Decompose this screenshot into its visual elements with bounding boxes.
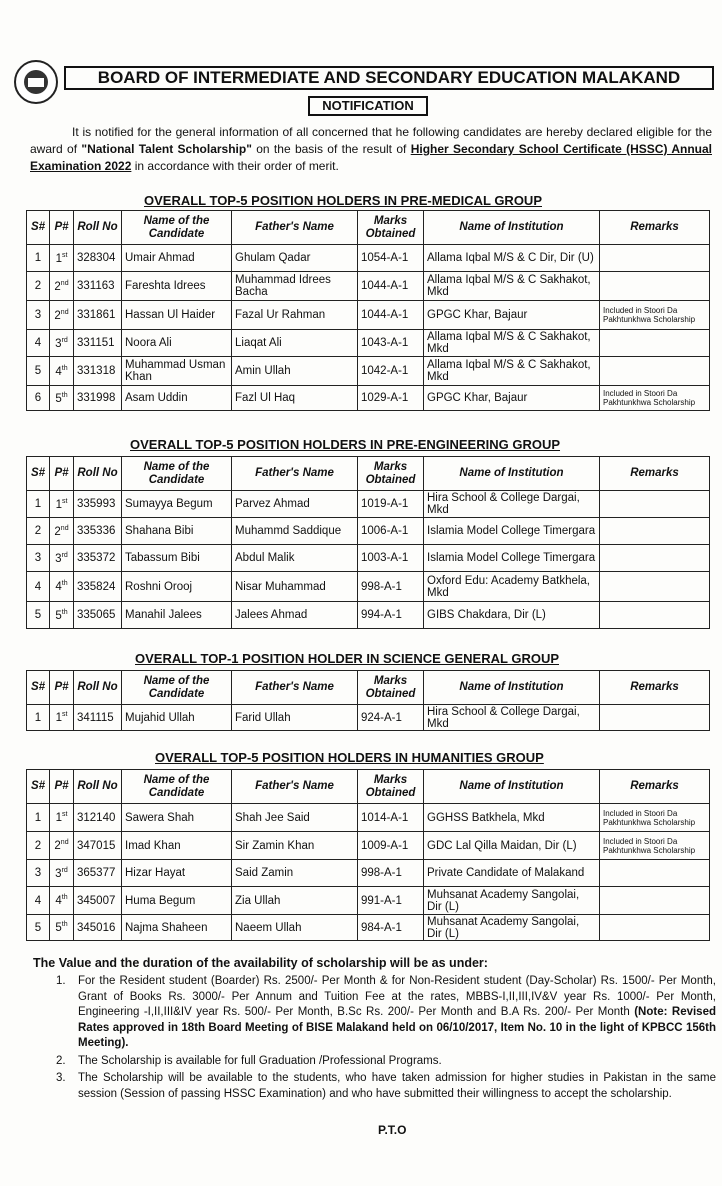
marks-cell: 1009-A-1 [358,832,424,860]
table-row [27,804,710,832]
remarks-cell [600,887,710,915]
candidate-name-cell: Fareshta Idrees [122,272,232,301]
institution-cell: Allama Iqbal M/S & C Sakhakot, Mkd [424,357,600,386]
marks-cell: 924-A-1 [358,705,424,731]
column-header-pos: P# [50,457,74,491]
candidate-name-cell: Asam Uddin [122,386,232,411]
remarks-cell [600,330,710,357]
remarks-cell: Included in Stoori Da Pakhtunkhwa Scholarship [600,386,710,411]
column-header-remarks: Remarks [600,770,710,804]
marks-cell: 994-A-1 [358,602,424,629]
column-header-father: Father's Name [232,457,358,491]
column-header-sno: S# [27,211,50,245]
column-header-inst: Name of Institution [424,457,600,491]
intro-text-2: on the basis of the result of [251,142,411,156]
remarks-cell [600,545,710,572]
institution-cell: Islamia Model College Timergara [424,518,600,545]
candidate-name-cell: Hizar Hayat [122,860,232,887]
marks-cell: 1006-A-1 [358,518,424,545]
serial-cell: 2 [27,832,50,860]
institution-cell: Private Candidate of Malakand [424,860,600,887]
column-header-name: Name of the Candidate [122,770,232,804]
roll-cell: 335336 [74,518,122,545]
candidate-name-cell: Sumayya Begum [122,491,232,518]
roll-cell: 335993 [74,491,122,518]
roll-cell: 331861 [74,301,122,330]
scholarship-points [56,974,716,1104]
roll-cell: 345016 [74,915,122,941]
column-header-father: Father's Name [232,671,358,705]
column-header-father: Father's Name [232,770,358,804]
institution-cell: Allama Iqbal M/S & C Sakhakot, Mkd [424,272,600,301]
column-header-remarks: Remarks [600,211,710,245]
father-name-cell: Ghulam Qadar [232,245,358,272]
candidate-name-cell: Tabassum Bibi [122,545,232,572]
candidate-name-cell: Noora Ali [122,330,232,357]
position-cell: 4th [50,572,74,602]
section-title: OVERALL TOP-5 POSITION HOLDERS IN PRE-ENGINEERING GROUP [130,437,561,452]
candidate-name-cell: Roshni Orooj [122,572,232,602]
position-cell: 3rd [50,330,74,357]
father-name-cell: Abdul Malik [232,545,358,572]
column-header-name: Name of the Candidate [122,457,232,491]
column-header-sno: S# [27,770,50,804]
candidate-name-cell: Najma Shaheen [122,915,232,941]
marks-cell: 1054-A-1 [358,245,424,272]
notification-heading: NOTIFICATION [308,96,428,116]
remarks-cell [600,602,710,629]
remarks-cell [600,705,710,731]
board-logo-icon [14,60,58,104]
roll-cell: 335824 [74,572,122,602]
remarks-cell [600,272,710,301]
candidate-name-cell: Mujahid Ullah [122,705,232,731]
roll-cell: 335372 [74,545,122,572]
pto-label: P.T.O [378,1123,407,1137]
remarks-cell: Included in Stoori Da Pakhtunkhwa Scholarship [600,804,710,832]
column-header-pos: P# [50,770,74,804]
position-cell: 5th [50,386,74,411]
serial-cell: 1 [27,804,50,832]
column-header-marks: Marks Obtained [358,211,424,245]
marks-cell: 984-A-1 [358,915,424,941]
candidate-name-cell: Sawera Shah [122,804,232,832]
table-row [27,602,710,629]
serial-cell: 5 [27,357,50,386]
candidate-name-cell: Imad Khan [122,832,232,860]
table-row [27,330,710,357]
section-title: OVERALL TOP-5 POSITION HOLDERS IN PRE-MEDICAL GROUP [144,193,542,208]
institution-cell: GGHSS Batkhela, Mkd [424,804,600,832]
father-name-cell: Fazal Ur Rahman [232,301,358,330]
position-cell: 1st [50,705,74,731]
roll-cell: 345007 [74,887,122,915]
roll-cell: 347015 [74,832,122,860]
column-header-inst: Name of Institution [424,770,600,804]
position-cell: 2nd [50,832,74,860]
marks-cell: 1044-A-1 [358,272,424,301]
marks-cell: 1029-A-1 [358,386,424,411]
scholarship-point: 1. For the Resident student (Boarder) Rs. 2500/- Per Month & for Non-Resident student (Day-Scholar) Rs. 1500/- Per Month, Grant of Books Rs. 3000/- Per Annum and Tuition Fee at the rates, MBBS-I,II,III,IV&V year Rs. 1000/- Per Month, Engineering -I,II,III&IV year Rs. 500/- Per Month, B.Sc Rs. 200/- Per Month and B.A Rs. 200/- Per Month (Note: Revised Rates approved in 18th Board Meeting of BISE Malakand held on 06/10/2017, Item No. 10 in the light of KPBCC 156th Meeting). [56,975,716,1049]
institution-cell: Hira School & College Dargai, Mkd [424,491,600,518]
father-name-cell: Shah Jee Said [232,804,358,832]
roll-cell: 335065 [74,602,122,629]
column-header-pos: P# [50,671,74,705]
father-name-cell: Nisar Muhammad [232,572,358,602]
section-title: OVERALL TOP-1 POSITION HOLDER IN SCIENCE GENERAL GROUP [135,651,559,666]
position-cell: 4th [50,887,74,915]
scholarship-point: 2. The Scholarship is available for full Graduation /Professional Programs. [56,1054,442,1067]
marks-cell: 1003-A-1 [358,545,424,572]
father-name-cell: Fazl Ul Haq [232,386,358,411]
results-table [26,210,710,411]
marks-cell: 998-A-1 [358,572,424,602]
serial-cell: 5 [27,915,50,941]
father-name-cell: Farid Ullah [232,705,358,731]
institution-cell: Muhsanat Academy Sangolai, Dir (L) [424,915,600,941]
column-header-marks: Marks Obtained [358,770,424,804]
column-header-pos: P# [50,211,74,245]
marks-cell: 1014-A-1 [358,804,424,832]
serial-cell: 1 [27,705,50,731]
serial-cell: 4 [27,887,50,915]
table-row [27,545,710,572]
institution-cell: Allama Iqbal M/S & C Dir, Dir (U) [424,245,600,272]
marks-cell: 1044-A-1 [358,301,424,330]
column-header-roll: Roll No [74,457,122,491]
column-header-sno: S# [27,671,50,705]
position-cell: 3rd [50,545,74,572]
intro-text-1: It is notified for the general information of all concerned that he following candidates are hereby declared eligible for the award of [30,125,712,156]
serial-cell: 5 [27,602,50,629]
father-name-cell: Muhammad Idrees Bacha [232,272,358,301]
roll-cell: 312140 [74,804,122,832]
father-name-cell: Muhammd Saddique [232,518,358,545]
father-name-cell: Zia Ullah [232,887,358,915]
institution-cell: Hira School & College Dargai, Mkd [424,705,600,731]
position-cell: 5th [50,602,74,629]
remarks-cell: Included in Stoori Da Pakhtunkhwa Scholarship [600,832,710,860]
serial-cell: 6 [27,386,50,411]
serial-cell: 3 [27,860,50,887]
candidate-name-cell: Shahana Bibi [122,518,232,545]
father-name-cell: Jalees Ahmad [232,602,358,629]
marks-cell: 1043-A-1 [358,330,424,357]
column-header-remarks: Remarks [600,671,710,705]
roll-cell: 331151 [74,330,122,357]
column-header-sno: S# [27,457,50,491]
institution-cell: Allama Iqbal M/S & C Sakhakot, Mkd [424,330,600,357]
serial-cell: 3 [27,301,50,330]
remarks-cell [600,915,710,941]
marks-cell: 991-A-1 [358,887,424,915]
marks-cell: 1042-A-1 [358,357,424,386]
position-cell: 1st [50,804,74,832]
candidate-name-cell: Hassan Ul Haider [122,301,232,330]
serial-cell: 4 [27,572,50,602]
remarks-cell [600,518,710,545]
roll-cell: 331998 [74,386,122,411]
remarks-cell [600,572,710,602]
marks-cell: 1019-A-1 [358,491,424,518]
position-cell: 3rd [50,860,74,887]
results-table [26,456,710,629]
remarks-cell [600,357,710,386]
father-name-cell: Naeem Ullah [232,915,358,941]
father-name-cell: Parvez Ahmad [232,491,358,518]
table-row [27,272,710,301]
father-name-cell: Said Zamin [232,860,358,887]
column-header-inst: Name of Institution [424,211,600,245]
serial-cell: 2 [27,272,50,301]
column-header-name: Name of the Candidate [122,211,232,245]
roll-cell: 365377 [74,860,122,887]
table-row [27,518,710,545]
table-row [27,915,710,941]
column-header-marks: Marks Obtained [358,457,424,491]
table-row [27,386,710,411]
roll-cell: 328304 [74,245,122,272]
intro-paragraph [30,124,712,175]
serial-cell: 1 [27,245,50,272]
position-cell: 2nd [50,518,74,545]
column-header-name: Name of the Candidate [122,671,232,705]
table-row [27,301,710,330]
column-header-marks: Marks Obtained [358,671,424,705]
table-row [27,705,710,731]
father-name-cell: Sir Zamin Khan [232,832,358,860]
position-cell: 2nd [50,272,74,301]
intro-text-3: in accordance with their order of merit. [131,159,339,173]
roll-cell: 331163 [74,272,122,301]
institution-cell: GDC Lal Qilla Maidan, Dir (L) [424,832,600,860]
table-row [27,357,710,386]
section-title: OVERALL TOP-5 POSITION HOLDERS IN HUMANITIES GROUP [155,750,544,765]
column-header-roll: Roll No [74,671,122,705]
column-header-remarks: Remarks [600,457,710,491]
marks-cell: 998-A-1 [358,860,424,887]
remarks-cell [600,860,710,887]
institution-cell: GIBS Chakdara, Dir (L) [424,602,600,629]
institution-cell: GPGC Khar, Bajaur [424,301,600,330]
candidate-name-cell: Huma Begum [122,887,232,915]
position-cell: 5th [50,915,74,941]
roll-cell: 341115 [74,705,122,731]
serial-cell: 3 [27,545,50,572]
board-title: BOARD OF INTERMEDIATE AND SECONDARY EDUCATION MALAKAND [64,66,714,90]
remarks-cell: Included in Stoori Da Pakhtunkhwa Scholarship [600,301,710,330]
position-cell: 2nd [50,301,74,330]
column-header-father: Father's Name [232,211,358,245]
roll-cell: 331318 [74,357,122,386]
candidate-name-cell: Manahil Jalees [122,602,232,629]
institution-cell: Oxford Edu: Academy Batkhela, Mkd [424,572,600,602]
institution-cell: Islamia Model College Timergara [424,545,600,572]
serial-cell: 2 [27,518,50,545]
institution-cell: Muhsanat Academy Sangolai, Dir (L) [424,887,600,915]
results-table [26,769,710,941]
father-name-cell: Amin Ullah [232,357,358,386]
remarks-cell [600,245,710,272]
results-table [26,670,710,731]
position-cell: 1st [50,491,74,518]
position-cell: 4th [50,357,74,386]
candidate-name-cell: Umair Ahmad [122,245,232,272]
column-header-roll: Roll No [74,211,122,245]
position-cell: 1st [50,245,74,272]
value-heading: The Value and the duration of the availability of scholarship will be as under: [33,956,488,970]
scholarship-name: "National Talent Scholarship" [81,142,252,156]
column-header-inst: Name of Institution [424,671,600,705]
table-row [27,572,710,602]
table-row [27,491,710,518]
exam-name: Higher Secondary School Certificate (HSSC) Annual Examination 2022 [30,142,712,173]
institution-cell: GPGC Khar, Bajaur [424,386,600,411]
table-row [27,245,710,272]
table-row [27,860,710,887]
father-name-cell: Liaqat Ali [232,330,358,357]
scholarship-point: 3. The Scholarship will be available to the students, who have taken admission for higher studies in Pakistan in the same session (Session of passing HSSC Examination) and who have submitted their willingness to accept the scholarship. [56,1072,716,1100]
column-header-roll: Roll No [74,770,122,804]
remarks-cell [600,491,710,518]
table-row [27,832,710,860]
serial-cell: 1 [27,491,50,518]
serial-cell: 4 [27,330,50,357]
candidate-name-cell: Muhammad Usman Khan [122,357,232,386]
table-row [27,887,710,915]
